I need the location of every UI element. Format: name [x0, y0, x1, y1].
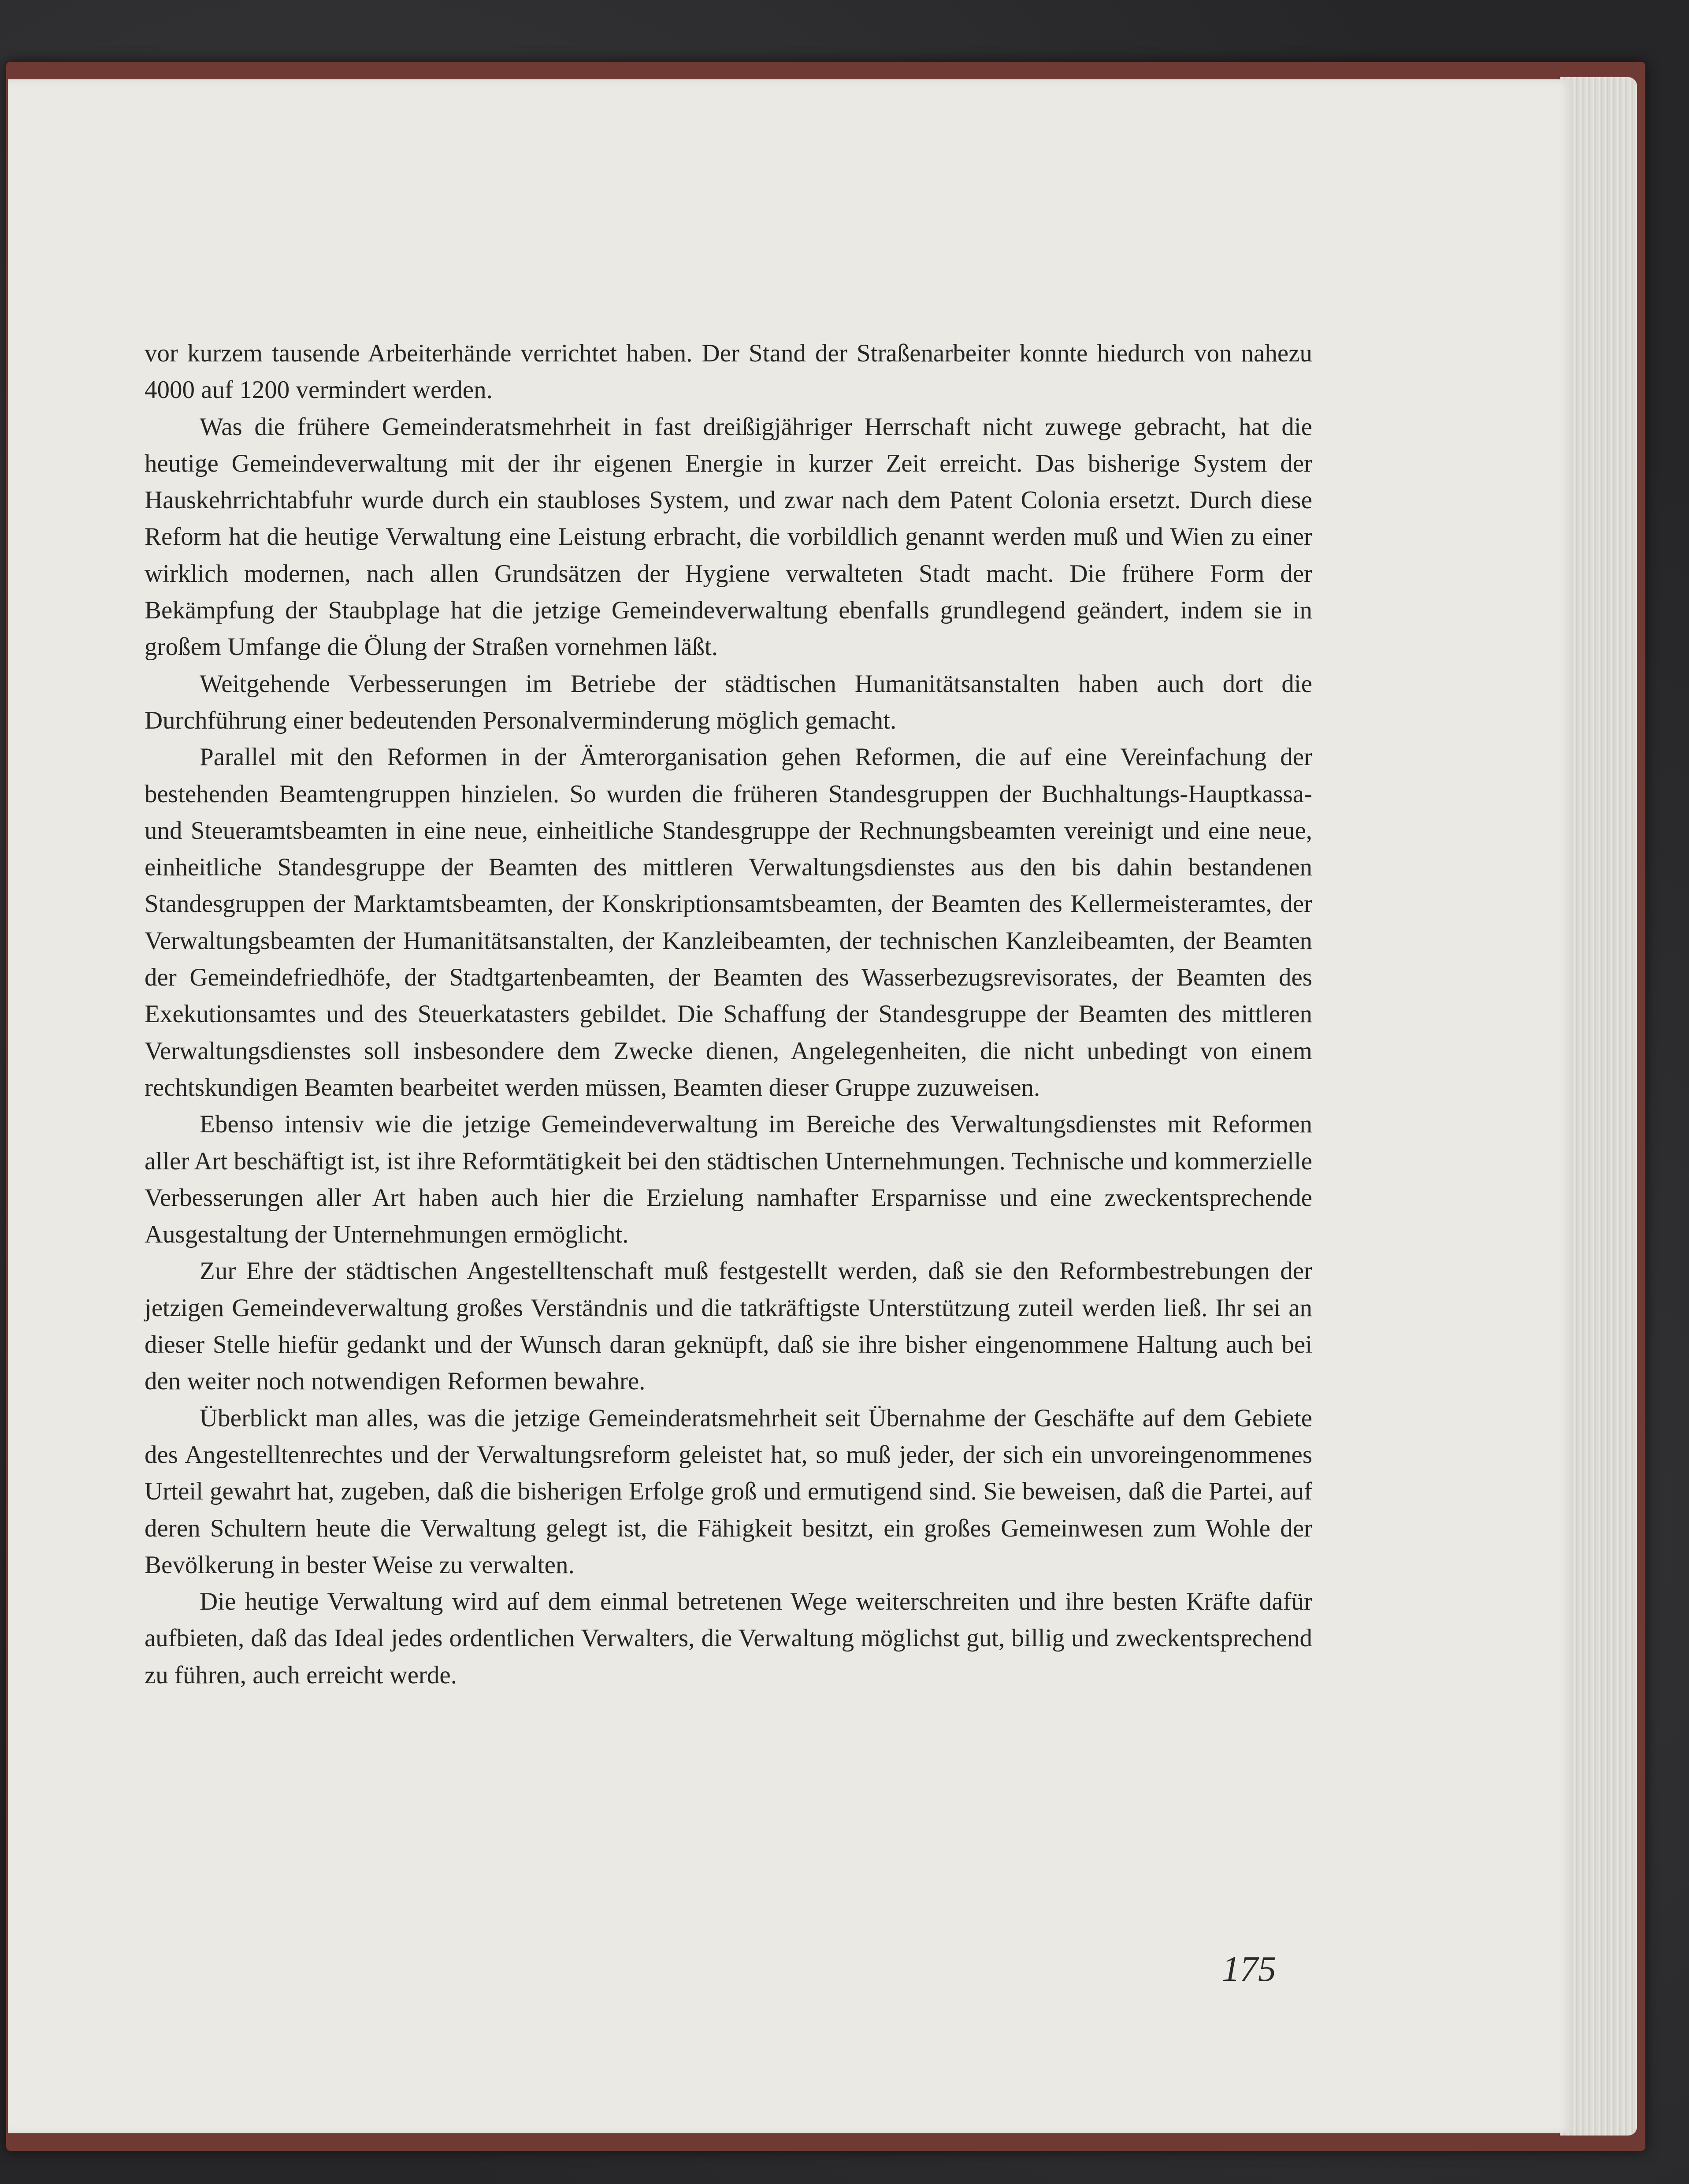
paragraph: vor kurzem tausende Arbeiterhände verrichtet haben. Der Stand der Straßenarbeiter konnte hiedurch von nahezu 4000 auf 1200 vermindert werden.: [145, 339, 1312, 404]
page-number: 175: [1222, 1949, 1276, 1989]
paragraph: Zur Ehre der städtischen Angestelltenschaft muß festgestellt werden, daß sie den Reformbestrebungen der jetzigen Gemeindeverwaltung großes Verständnis und die tatkräftigste Unterstützung zuteil werden ließ. Ihr sei an dieser Stelle hiefür gedankt und der Wunsch daran geknüpft, daß sie ihre bisher eingenommene Haltung auch bei den weiter noch notwendigen Reformen bewahre.: [145, 1257, 1312, 1395]
body-text: [145, 335, 1312, 1693]
paragraph: Parallel mit den Reformen in der Ämterorganisation gehen Reformen, die auf eine Vereinfachung der bestehenden Beamtengruppen hinzielen. So wurden die früheren Standesgruppen der Buchhaltungs-Hauptkassa- und Steueramtsbeamten in eine neue, einheitliche Standesgruppe der Rechnungsbeamten vereinigt und eine neue, einheitliche Standesgruppe der Beamten des mittleren Verwaltungsdienstes aus den bis dahin bestandenen Standesgruppen der Marktamtsbeamten, der Konskriptionsamtsbeamten, der Beamten des Kellermeisteramtes, der Verwaltungsbeamten der Humanitätsanstalten, der Kanzleibeamten, der technischen Kanzleibeamten, der Beamten der Gemeindefriedhöfe, der Stadtgartenbeamten, der Beamten des Wasserbezugsrevisorates, der Beamten des Exekutionsamtes und des Steuerkatasters gebildet. Die Schaffung der Standesgruppe der Beamten des mittleren Verwaltungsdienstes soll insbesondere dem Zwecke dienen, Angelegenheiten, die nicht unbedingt von einem rechtskundigen Beamten bearbeitet werden müssen, Beamten dieser Gruppe zuzuweisen.: [145, 743, 1312, 1101]
paragraph: Was die frühere Gemeinderatsmehrheit in fast dreißigjähriger Herrschaft nicht zuwege gebracht, hat die heutige Gemeindeverwaltung mit der ihr eigenen Energie in kurzer Zeit erreicht. Das bisherige System der Hauskehrrichtabfuhr wurde durch ein staubloses System, und zwar nach dem Patent Colonia ersetzt. Durch diese Reform hat die heutige Verwaltung eine Leistung erbracht, die vorbildlich genannt werden muß und Wien zu einer wirklich modernen, nach allen Grundsätzen der Hygiene verwalteten Stadt macht. Die frühere Form der Bekämpfung der Staubplage hat die jetzige Gemeindeverwaltung ebenfalls grundlegend geändert, indem sie in großem Umfange die Ölung der Straßen vornehmen läßt.: [145, 413, 1312, 661]
paragraph: Ebenso intensiv wie die jetzige Gemeindeverwaltung im Bereiche des Verwaltungsdienstes mit Reformen aller Art beschäftigt ist, ist ihre Reformtätigkeit bei den städtischen Unternehmungen. Technische und kommerzielle Verbesserungen aller Art haben auch hier die Erzielung namhafter Ersparnisse und eine zweckentsprechende Ausgestaltung der Unternehmungen ermöglicht.: [145, 1110, 1312, 1249]
paragraph: Überblickt man alles, was die jetzige Gemeinderatsmehrheit seit Übernahme der Geschäfte auf dem Gebiete des Angestelltenrechtes und der Verwaltungsreform geleistet hat, so muß jeder, der sich ein unvoreingenommenes Urteil gewahrt hat, zugeben, daß die bisherigen Erfolge groß und ermutigend sind. Sie beweisen, daß die Partei, auf deren Schultern heute die Verwaltung gelegt ist, die Fähigkeit besitzt, ein großes Gemeinwesen zum Wohle der Bevölkerung in bester Weise zu verwalten.: [145, 1404, 1312, 1579]
paragraph: Die heutige Verwaltung wird auf dem einmal betretenen Wege weiterschreiten und ihre besten Kräfte dafür aufbieten, daß das Ideal jedes ordentlichen Verwalters, die Verwaltung möglichst gut, billig und zweckentsprechend zu führen, auch erreicht werde.: [145, 1588, 1312, 1689]
book-page: [8, 79, 1572, 2133]
paragraph: Weitgehende Verbesserungen im Betriebe der städtischen Humanitätsanstalten haben auch dort die Durchführung einer bedeutenden Personalverminderung möglich gemacht.: [145, 670, 1312, 734]
